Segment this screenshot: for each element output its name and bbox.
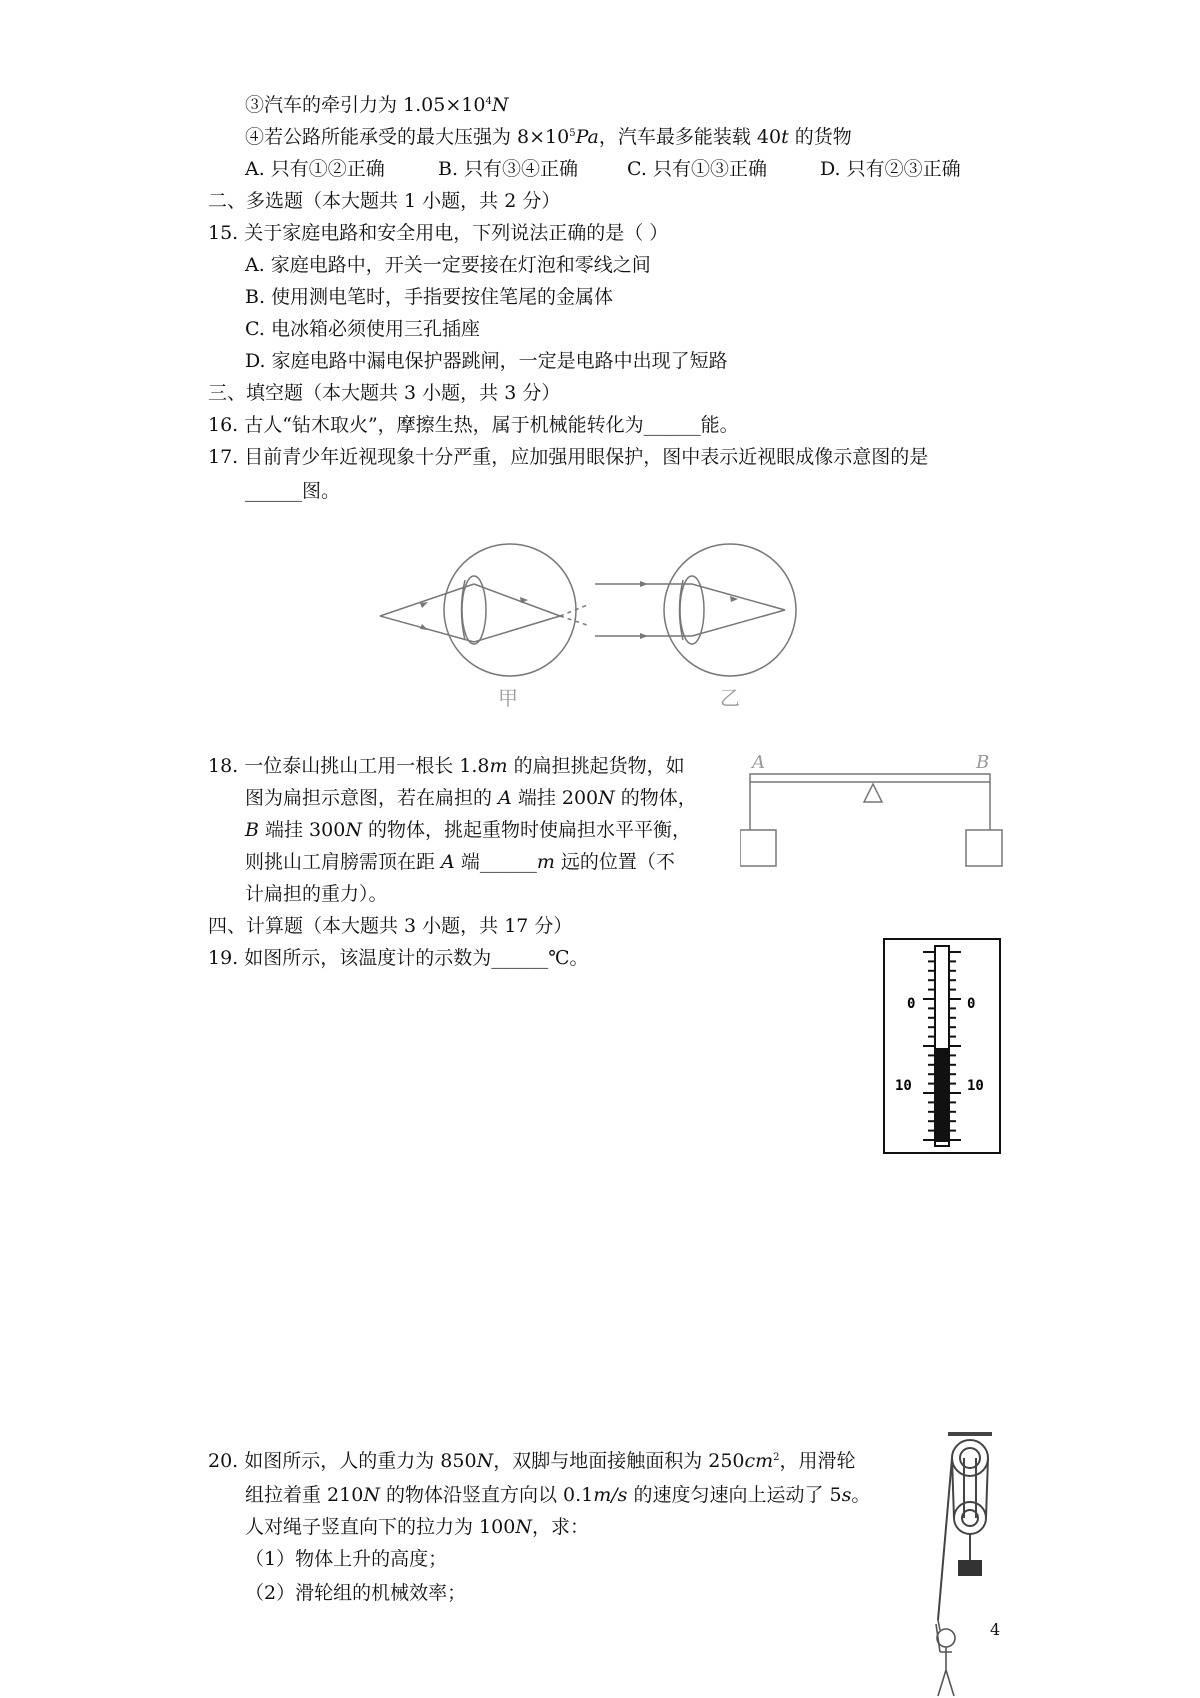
fig-label-a: A bbox=[752, 752, 765, 773]
thermo-label-0-left: 0 bbox=[907, 996, 916, 1012]
q16-text: 16. 古人“钻木取火”，摩擦生热，属于机械能转化为______能。 bbox=[208, 414, 739, 436]
eye-yi-circle bbox=[664, 544, 796, 676]
shoulder-pole-diagram bbox=[740, 752, 1010, 882]
q17-line2: ______图。 bbox=[245, 480, 341, 502]
weight-b bbox=[966, 830, 1002, 866]
weight-a bbox=[740, 830, 776, 866]
q19-text: 19. 如图所示，该温度计的示数为______℃。 bbox=[208, 947, 589, 969]
movable-pulley bbox=[954, 1502, 986, 1534]
eye-jia-circle bbox=[444, 544, 576, 676]
q14-option-c: C. 只有①③正确 bbox=[627, 158, 767, 180]
person-figure bbox=[936, 1620, 955, 1696]
thermo-label-10-left: 10 bbox=[895, 1078, 912, 1094]
thermo-label-10-right: 10 bbox=[967, 1078, 984, 1094]
q20-sub2: （2）滑轮组的机械效率； bbox=[245, 1582, 467, 1604]
section-3-heading: 三、填空题（本大题共 3 小题，共 3 分） bbox=[208, 382, 561, 404]
q14-statement-3: ③汽车的牵引力为 $1.05\times 10^4N$ bbox=[245, 94, 509, 116]
q14-option-d: D. 只有②③正确 bbox=[820, 158, 961, 180]
fixed-pulley bbox=[952, 1440, 988, 1476]
section-2-heading: 二、多选题（本大题共 1 小题，共 2 分） bbox=[208, 190, 561, 212]
pull-rope bbox=[938, 1458, 952, 1620]
q20-line2: 组拉着重 210N 的物体沿竖直方向以 0.1m/s 的速度匀速向上运动了 5s。 bbox=[245, 1484, 871, 1506]
q15-option-c: C. 电冰箱必须使用三孔插座 bbox=[245, 318, 480, 340]
thermometer-diagram bbox=[883, 938, 1001, 1154]
thermometer-liquid bbox=[935, 1048, 949, 1142]
q14-option-a: A. 只有①②正确 bbox=[245, 158, 385, 180]
q15-option-b: B. 使用测电笔时，手指要按住笔尾的金属体 bbox=[245, 286, 614, 308]
q18-line1: 18. 一位泰山挑山工用一根长 1.8m 的扁担挑起货物，如 bbox=[208, 755, 685, 777]
q15-option-a: A. 家庭电路中，开关一定要接在灯泡和零线之间 bbox=[245, 254, 651, 276]
page-number: 4 bbox=[990, 1620, 1001, 1639]
q15-stem: 15. 关于家庭电路和安全用电，下列说法正确的是（ ） bbox=[208, 222, 669, 244]
thermo-label-0-right: 0 bbox=[967, 996, 976, 1012]
pole-beam bbox=[750, 774, 990, 782]
eye-diagram bbox=[370, 540, 830, 710]
pulley-diagram bbox=[920, 1430, 1000, 1698]
q20-line1: 20. 如图所示，人的重力为 850N，双脚与地面接触面积为 $250cm^2$，用滑轮 bbox=[208, 1450, 856, 1472]
label-yi: 乙 bbox=[720, 686, 740, 710]
label-jia: 甲 bbox=[498, 686, 518, 710]
fulcrum bbox=[864, 784, 882, 802]
q14-option-b: B. 只有③④正确 bbox=[438, 158, 579, 180]
q14-statement-4: ④若公路所能承受的最大压强为 $8\times 10^5Pa$，汽车最多能装载 40t 的货物 bbox=[245, 126, 852, 148]
q18-line3: B 端挂 300N 的物体，挑起重物时使扁担水平平衡， bbox=[245, 819, 691, 841]
q18-line5: 计扁担的重力）。 bbox=[245, 883, 388, 905]
q15-option-d: D. 家庭电路中漏电保护器跳闸，一定是电路中出现了短路 bbox=[245, 350, 728, 372]
q20-sub1: （1）物体上升的高度； bbox=[245, 1548, 448, 1570]
section-4-heading: 四、计算题（本大题共 3 小题，共 17 分） bbox=[208, 915, 573, 937]
fig-label-b: B bbox=[976, 752, 990, 773]
q20-line3: 人对绳子竖直向下的拉力为 100N，求： bbox=[245, 1516, 589, 1538]
load-block bbox=[958, 1560, 982, 1576]
q18-line4: 则挑山工肩膀需顶在距 A 端______m 远的位置（不 bbox=[245, 851, 675, 873]
q18-line2: 图为扁担示意图，若在扁担的 A 端挂 200N 的物体， bbox=[245, 787, 697, 809]
q17-line1: 17. 目前青少年近视现象十分严重，应加强用眼保护，图中表示近视眼成像示意图的是 bbox=[208, 446, 929, 468]
